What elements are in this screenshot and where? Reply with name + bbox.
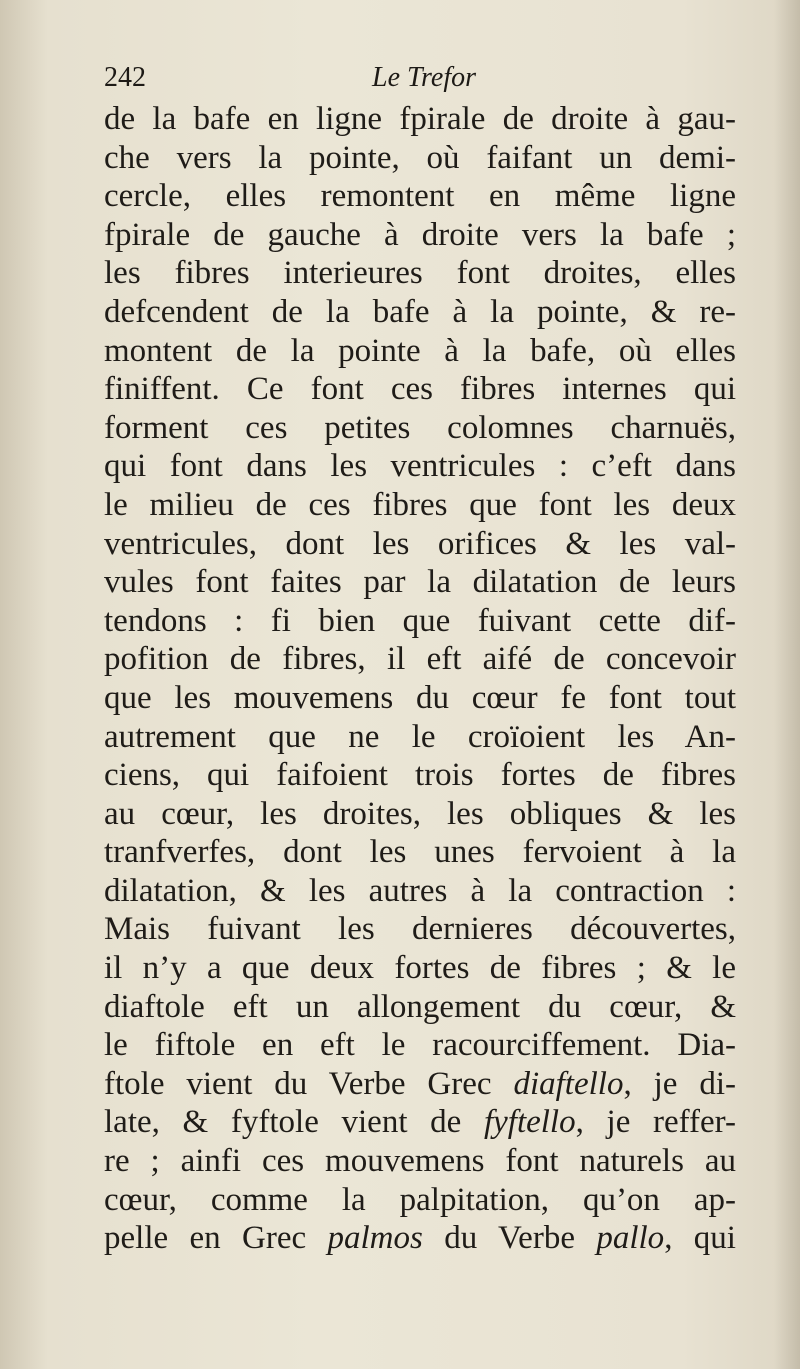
text-line-16: que les mouvemens du cœur fe font tout xyxy=(104,679,736,716)
text-line-1: de la bafe en ligne fpirale de droite à gau- xyxy=(104,101,736,137)
text-line-20: tranfverfes, dont les unes fervoient à la xyxy=(104,834,736,871)
text-line-26 xyxy=(104,1065,736,1104)
text-line-30 xyxy=(104,1219,736,1258)
text-line-2: che vers la pointe, où faifant un demi- xyxy=(104,139,736,176)
text-line-12: ventricules, dont les orifices & les val- xyxy=(104,525,736,562)
text-line-4: fpirale de gauche à droite vers la bafe ; xyxy=(104,216,736,253)
text-line-14: tendons : fi bien que fuivant cette dif- xyxy=(104,602,736,639)
text-line-6: defcendent de la bafe à la pointe, & re- xyxy=(104,293,736,330)
text-line-8: finiffent. Ce font ces fibres internes qui xyxy=(104,371,736,408)
line-26-text-end: , je di- xyxy=(623,1065,736,1102)
greek-word-pallo: pallo xyxy=(596,1220,665,1257)
text-line-28: re ; ainfi ces mouvemens font naturels au xyxy=(104,1143,736,1180)
text-line-13: vules font faites par la dilatation de leurs xyxy=(104,564,736,601)
text-line-19: au cœur, les droites, les obliques & les xyxy=(104,795,736,832)
line-27-text-end: , je reffer- xyxy=(575,1104,736,1141)
line-30-text-start: pelle en Grec xyxy=(104,1220,328,1257)
line-30-text-middle: du Verbe xyxy=(422,1220,597,1257)
text-line-9: forment ces petites colomnes charnuës, xyxy=(104,409,736,446)
text-line-10: qui font dans les ventricules : c’eft dans xyxy=(104,448,736,485)
running-title: Le Trefor xyxy=(372,62,476,93)
line-27-text-start: late, & fyftole vient de xyxy=(104,1104,484,1141)
text-line-7: montent de la pointe à la bafe, où elles xyxy=(104,332,736,369)
page-header xyxy=(104,62,736,102)
text-line-24: diaftole eft un allongement du cœur, & xyxy=(104,988,736,1025)
greek-word-systello: fyftello xyxy=(483,1104,576,1141)
text-line-18: ciens, qui faifoient trois fortes de fibres xyxy=(104,757,736,794)
page-number: 242 xyxy=(104,62,146,93)
line-30-text-end: , qui xyxy=(664,1220,736,1257)
greek-word-palmos: palmos xyxy=(327,1220,423,1257)
text-line-11: le milieu de ces fibres que font les deux xyxy=(104,486,736,523)
text-line-15: pofition de fibres, il eft aifé de concevoir xyxy=(104,641,736,678)
text-line-3: cercle, elles remontent en même ligne xyxy=(104,178,736,215)
text-line-25: le fiftole en eft le racourciffement. Dia- xyxy=(104,1027,736,1064)
greek-word-diastello: diaftello xyxy=(513,1065,624,1102)
text-line-5: les fibres interieures font droites, elles xyxy=(104,255,736,292)
text-line-22: Mais fuivant les dernieres découvertes, xyxy=(104,911,736,948)
text-line-29: cœur, comme la palpitation, qu’on ap- xyxy=(104,1181,736,1218)
text-line-21: dilatation, & les autres à la contraction : xyxy=(104,872,736,909)
text-line-27 xyxy=(104,1103,736,1142)
text-line-17: autrement que ne le croïoient les An- xyxy=(104,718,736,755)
body-text xyxy=(104,100,736,1258)
line-26-text-start: ftole vient du Verbe Grec xyxy=(104,1065,514,1102)
text-line-23: il n’y a que deux fortes de fibres ; & le xyxy=(104,950,736,987)
